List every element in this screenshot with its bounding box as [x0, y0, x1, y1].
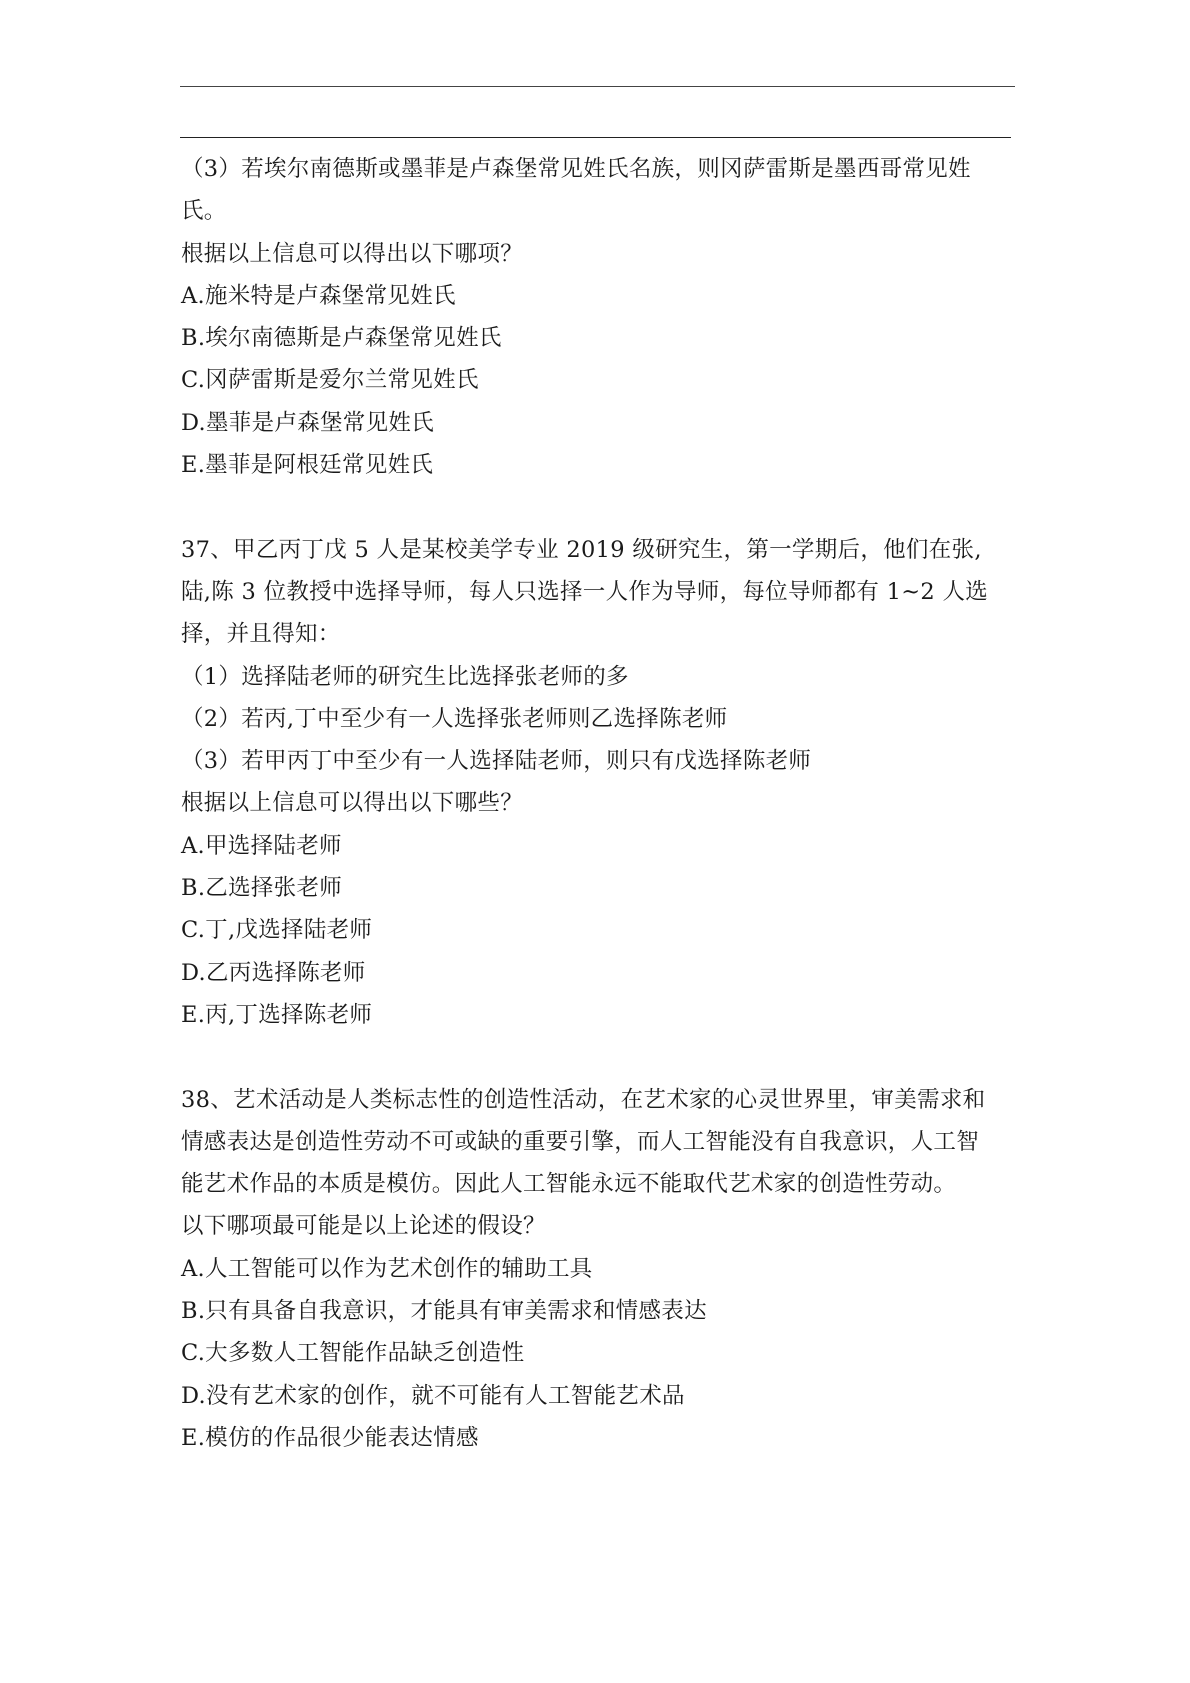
option-a: A.甲选择陆老师 — [181, 832, 342, 859]
option-c: C.冈萨雷斯是爱尔兰常见姓氏 — [181, 367, 479, 394]
question-36-continued — [181, 148, 1016, 486]
stem-line-3: 择，并且得知： — [181, 621, 341, 648]
option-c: C.大多数人工智能作品缺乏创造性 — [181, 1340, 525, 1367]
stem-line-2: 陆,陈 3 位教授中选择导师，每人只选择一人作为导师，每位导师都有 1~2 人选 — [181, 578, 989, 605]
stem-line-1: 37、甲乙丙丁戊 5 人是某校美学专业 2019 级研究生，第一学期后，他们在张, — [181, 536, 982, 563]
option-a: A.人工智能可以作为艺术创作的辅助工具 — [181, 1255, 593, 1282]
header-rule — [180, 86, 1015, 87]
spacer — [181, 1036, 1016, 1078]
option-a: A.施米特是卢森堡常见姓氏 — [181, 282, 456, 309]
question-prompt: 以下哪项最可能是以上论述的假设？ — [181, 1213, 546, 1240]
premise-3: （3）若甲丙丁中至少有一人选择陆老师，则只有戊选择陈老师 — [181, 748, 812, 775]
option-d: D.墨菲是卢森堡常见姓氏 — [181, 409, 434, 436]
premise-3-line-2: 氏。 — [181, 198, 227, 225]
premise-2: （2）若丙,丁中至少有一人选择张老师则乙选择陈老师 — [181, 705, 728, 732]
stem-line-2: 情感表达是创造性劳动不可或缺的重要引擎，而人工智能没有自我意识，人工智 — [181, 1128, 980, 1155]
option-c: C.丁,戊选择陆老师 — [181, 917, 373, 944]
question-38 — [181, 1079, 1016, 1460]
stem-line-3: 能艺术作品的本质是模仿。因此人工智能永远不能取代艺术家的创造性劳动。 — [181, 1171, 957, 1198]
question-prompt: 根据以上信息可以得出以下哪些？ — [181, 790, 524, 817]
stem-line-1: 38、艺术活动是人类标志性的创造性活动，在艺术家的心灵世界里，审美需求和 — [181, 1086, 986, 1113]
option-b: B.只有具备自我意识，才能具有审美需求和情感表达 — [181, 1298, 707, 1325]
question-prompt: 根据以上信息可以得出以下哪项？ — [181, 240, 524, 267]
option-b: B.乙选择张老师 — [181, 875, 343, 902]
spacer — [181, 486, 1016, 528]
option-e: E.丙,丁选择陈老师 — [181, 1001, 373, 1028]
page-content — [181, 148, 1016, 1459]
option-b: B.埃尔南德斯是卢森堡常见姓氏 — [181, 325, 502, 352]
option-e: E.墨菲是阿根廷常见姓氏 — [181, 452, 434, 479]
option-e: E.模仿的作品很少能表达情感 — [181, 1424, 479, 1451]
premise-3-line-1: （3）若埃尔南德斯或墨菲是卢森堡常见姓氏名族，则冈萨雷斯是墨西哥常见姓 — [181, 156, 971, 182]
option-d: D.没有艺术家的创作，就不可能有人工智能艺术品 — [181, 1382, 685, 1409]
question-37 — [181, 529, 1016, 1037]
premise-1: （1）选择陆老师的研究生比选择张老师的多 — [181, 663, 629, 690]
header-rule-secondary — [180, 137, 1011, 138]
option-d: D.乙丙选择陈老师 — [181, 959, 366, 986]
